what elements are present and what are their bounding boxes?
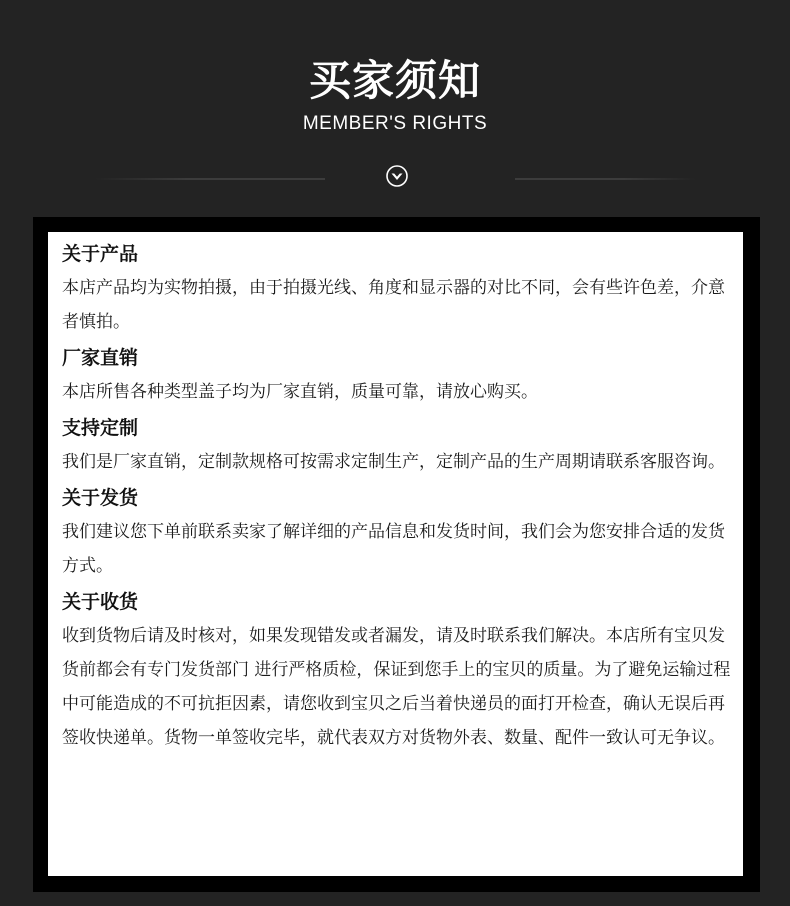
section-body: 我们建议您下单前联系卖家了解详细的产品信息和发货时间，我们会为您安排合适的发货方式。 <box>62 522 725 576</box>
section-body: 收到货物后请及时核对，如果发现错发或者漏发，请及时联系我们解决。本店所有宝贝发货前都会有专门发货部门 进行严格质检，保证到您手上的宝贝的质量。为了避免运输过程中可能造成的不可抗拒因素，请您收到宝贝之后当着快递员的面打开检查，确认无误后再签收快递单。货物一单签收完毕，就代表双方对货物外表、数量、配件一致认可无争议。 <box>62 626 731 748</box>
section-body: 本店所售各种类型盖子均为厂家直销，质量可靠，请放心购买。 <box>62 382 538 402</box>
page-header <box>0 0 790 217</box>
section-factory-direct <box>62 343 732 409</box>
section-customization <box>62 413 732 479</box>
divider-left <box>95 178 325 180</box>
notice-list <box>62 239 732 759</box>
section-product <box>62 239 732 339</box>
section-title: 支持定制 <box>62 417 139 439</box>
page-subtitle: MEMBER'S RIGHTS <box>302 113 488 134</box>
section-shipping <box>62 483 732 583</box>
section-body: 本店产品均为实物拍摄，由于拍摄光线、角度和显示器的对比不同，会有些许色差，介意者慎拍。 <box>62 278 725 332</box>
section-title: 关于产品 <box>62 243 139 265</box>
notice-card <box>48 232 743 876</box>
page-title: 买家须知 <box>308 56 481 105</box>
section-body: 我们是厂家直销，定制款规格可按需求定制生产，定制产品的生产周期请联系客服咨询。 <box>62 452 725 472</box>
section-title: 关于发货 <box>62 487 139 509</box>
section-title: 厂家直销 <box>62 347 139 369</box>
section-title: 关于收货 <box>62 591 139 613</box>
chevron-down-circle-icon <box>386 165 408 187</box>
divider-right <box>515 178 695 180</box>
section-receiving <box>62 587 732 755</box>
